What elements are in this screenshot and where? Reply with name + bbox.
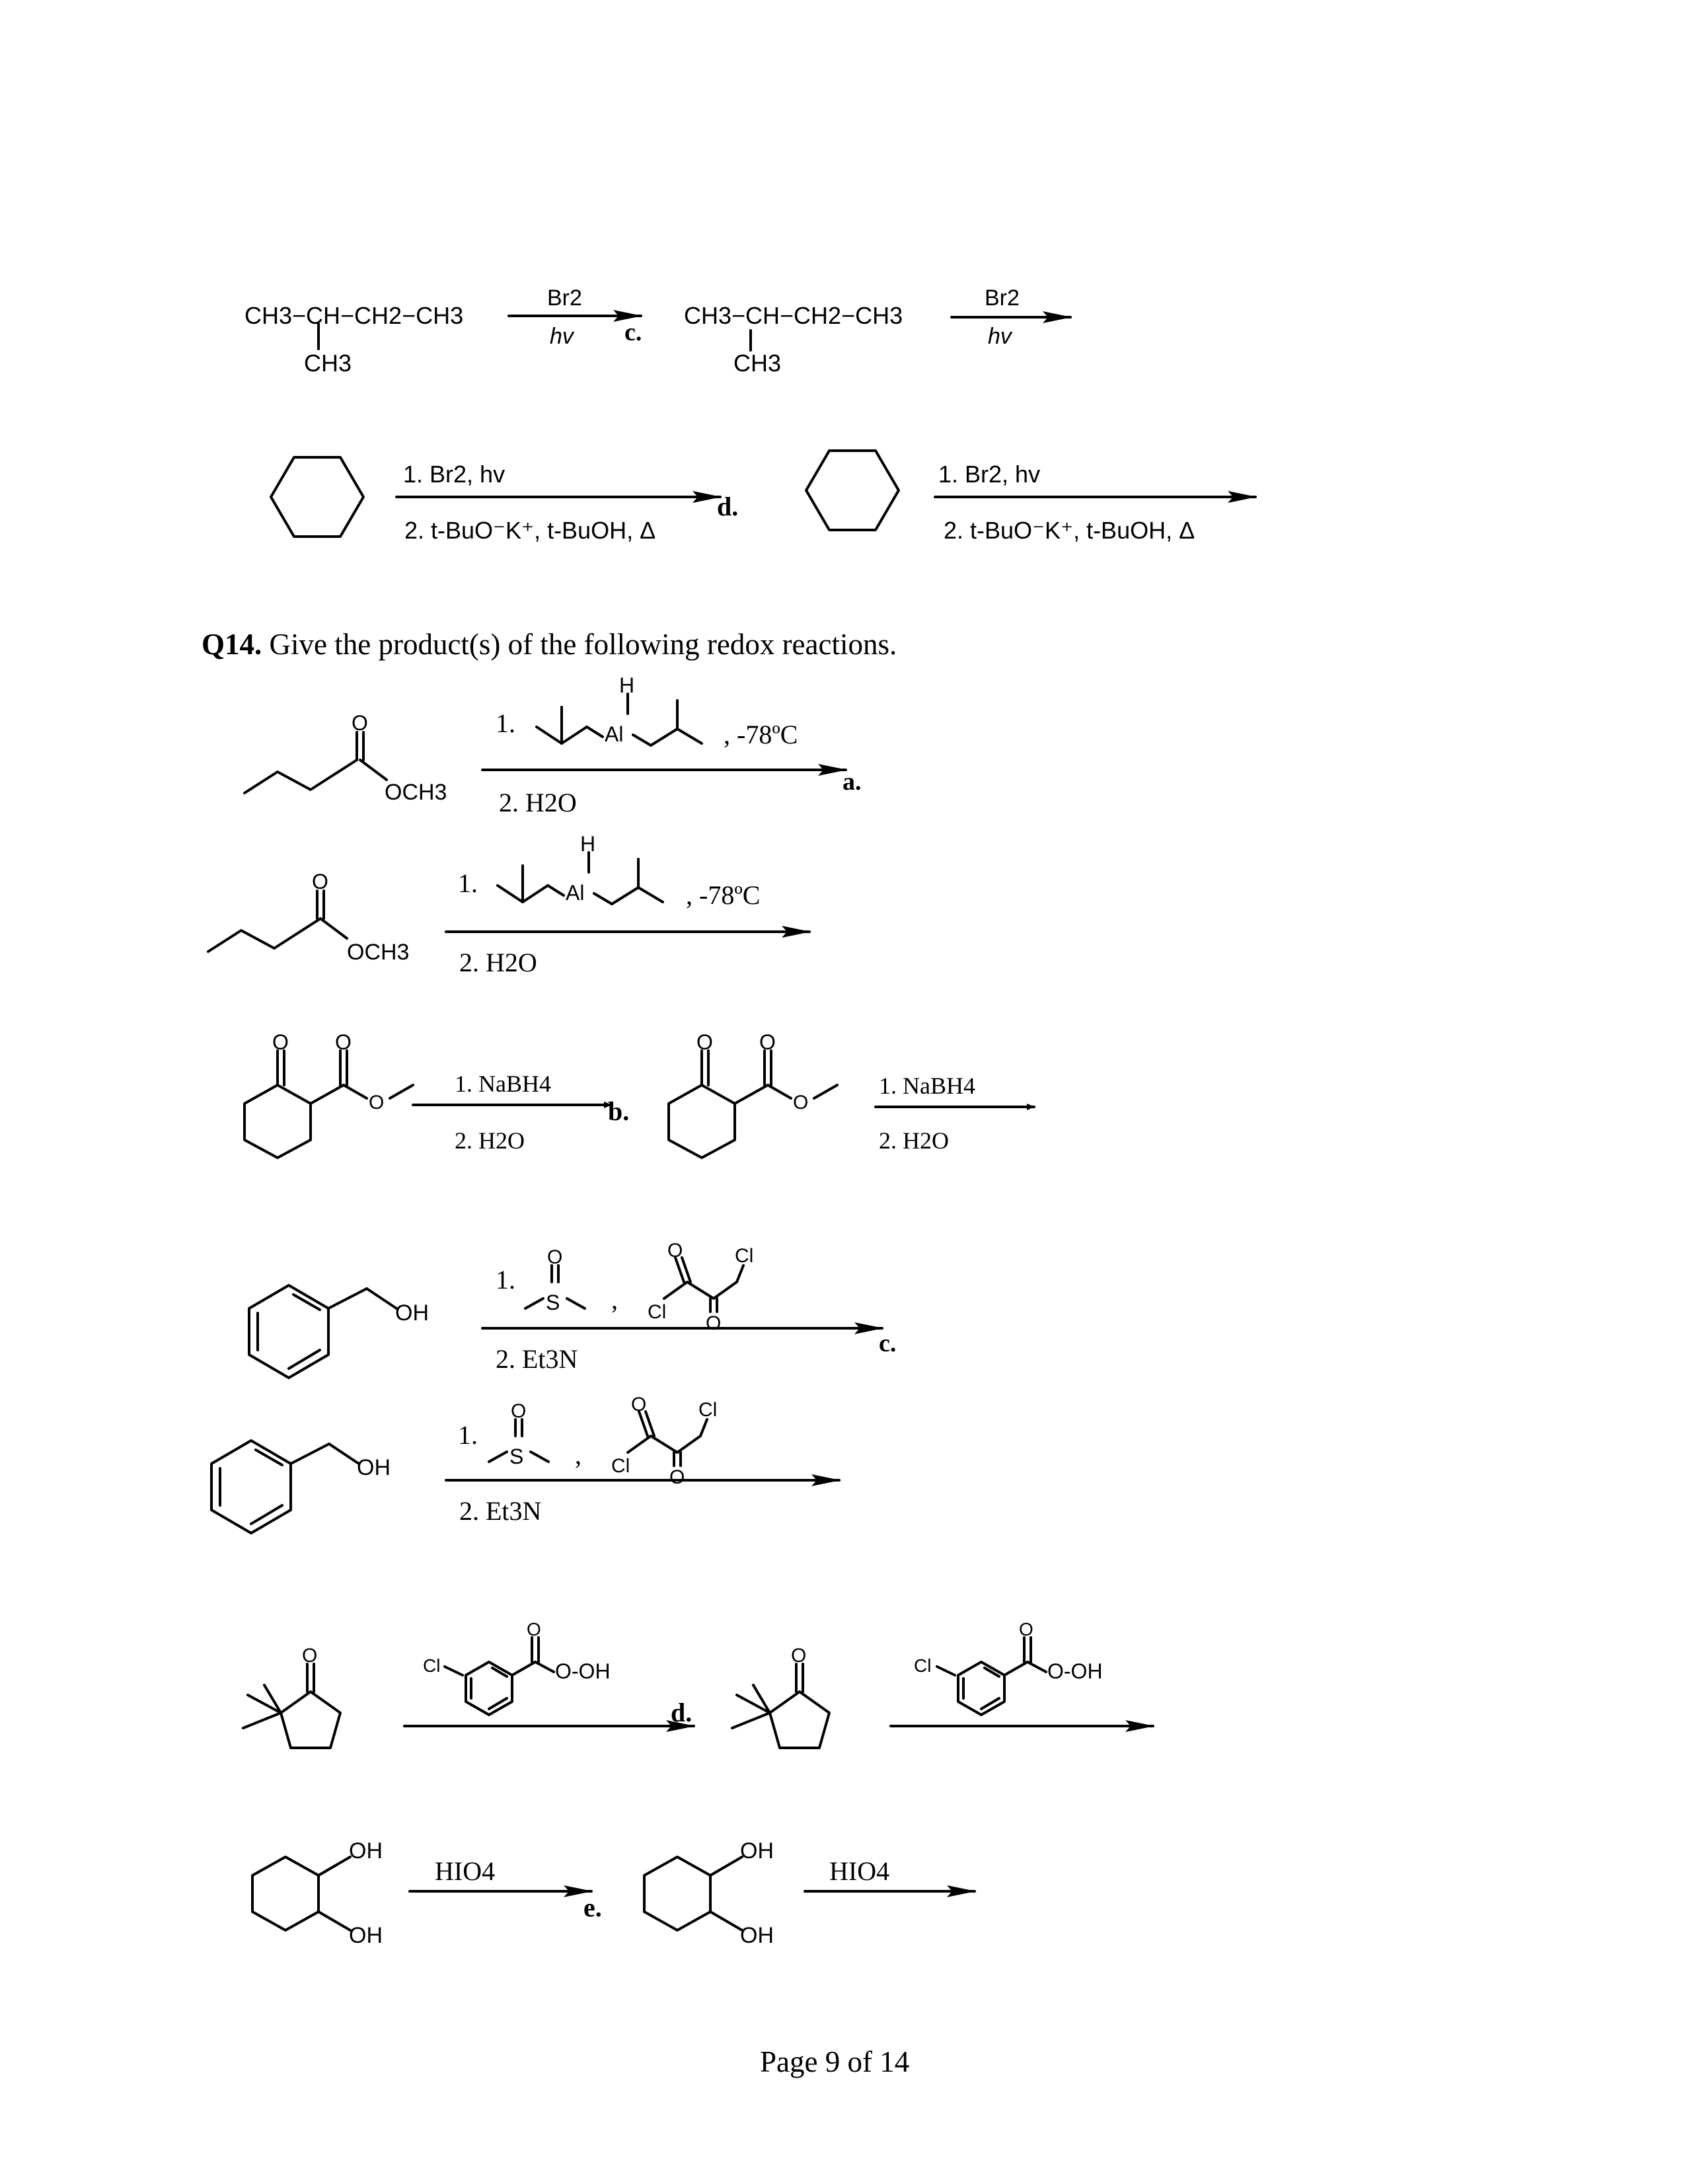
peroxy-label: O-OH [555,1659,611,1683]
chlorine-atom: Cl [914,1655,932,1676]
step1-text: 1. NaBH4 [455,1071,551,1097]
reagent-light: hv [550,324,574,349]
label-c: c. [624,319,642,346]
chlorine-atom: Cl [698,1399,718,1421]
diol-structure [644,1857,742,1930]
label-c: c. [879,1330,897,1357]
cyclohexane-ring [271,457,363,537]
peroxy-label: O-OH [1047,1659,1103,1683]
alkane-formula: CH3−CH−CH2−CH3 [684,302,903,329]
ester-carbonyl-oxygen: O [759,1030,776,1054]
ketone-oxygen: O [791,1645,807,1667]
ketone-oxygen: O [696,1030,713,1054]
diol-structure [252,1857,350,1930]
hydride-atom: H [619,673,635,697]
ester-structure [244,732,387,793]
carbonyl-oxygen: O [667,1240,683,1261]
reagent-periodic-acid: HIO4 [435,1856,496,1886]
reagent-comma: , [611,1285,618,1314]
methyl-branch: CH3 [733,350,782,377]
sulfoxide-oxygen: O [547,1246,563,1268]
question-text: Give the product(s) of the following redox reactions. [262,628,897,661]
sulfoxide-oxygen: O [511,1400,527,1422]
step2-text: 2. H2O [455,1127,525,1154]
step1-text: 1. Br2, hv [403,461,506,488]
ketone-oxygen: O [272,1030,289,1054]
carbonyl-oxygen: O [1019,1619,1033,1639]
temperature: , -78ºC [724,720,798,749]
hydroxyl-label: OH [349,1838,383,1864]
ester-carbonyl-oxygen: O [335,1030,352,1054]
step1-text: 1. NaBH4 [879,1073,975,1099]
reagent-periodic-acid: HIO4 [829,1856,890,1886]
step2-text: 2. Et3N [496,1344,578,1374]
chlorine-atom: Cl [735,1245,754,1267]
reagent-comma: , [575,1440,581,1470]
label-d: d. [717,492,739,521]
benzyl-alcohol-structure [211,1441,359,1533]
carbonyl-oxygen: O [312,870,328,893]
step-number: 1. [496,708,515,738]
sulfur-atom: S [546,1291,560,1314]
hydroxyl-label: OH [740,1923,774,1948]
step2-text: 2. t-BuO⁻K⁺, t-BuOH, Δ [944,517,1195,544]
hydroxyl-label: OH [395,1300,429,1326]
carbonyl-oxygen: O [352,711,368,735]
hydroxyl-label: OH [740,1838,774,1864]
reagent-bromine: Br2 [547,285,582,311]
benzyl-alcohol-structure [249,1285,396,1378]
ester-oxygen: O [369,1092,385,1113]
keto-ester-structure [669,1051,837,1158]
sulfur-atom: S [509,1445,524,1468]
ester-oxygen: O [793,1092,809,1113]
page-footer: Page 9 of 14 [760,2045,910,2078]
carbonyl-oxygen: O [706,1312,722,1334]
carbonyl-oxygen: O [669,1466,685,1488]
hydride-atom: H [580,832,596,856]
alkane-formula: CH3−CH−CH2−CH3 [244,302,464,329]
reagent-light: hv [988,324,1012,349]
ester-structure [208,891,347,952]
cyclohexane-ring [806,451,899,530]
step2-text: 2. Et3N [459,1496,542,1526]
step-number: 1. [496,1265,515,1295]
methoxy-label: OCH3 [347,940,410,965]
chlorine-atom: Cl [648,1301,667,1323]
aluminum-atom: Al [566,881,585,905]
ketone-oxygen: O [302,1645,318,1667]
label-e: e. [583,1893,602,1922]
step2-text: 2. H2O [459,948,537,977]
label-a: a. [842,768,862,796]
ketone-structure [243,1664,340,1748]
methoxy-label: OCH3 [385,780,447,805]
methyl-branch: CH3 [304,350,352,377]
chlorine-atom: Cl [611,1455,630,1477]
aluminum-atom: Al [605,722,624,746]
mcpba-structure [445,1638,554,1715]
hydroxyl-label: OH [357,1455,391,1480]
step1-text: 1. Br2, hv [938,461,1041,488]
keto-ester-structure [244,1051,413,1158]
step-number: 1. [458,1420,478,1450]
step2-text: 2. H2O [499,788,577,817]
oxalyl-chloride-structure [664,1258,743,1312]
step2-text: 2. H2O [879,1127,949,1154]
label-b: b. [608,1096,630,1126]
hydroxyl-label: OH [349,1923,383,1948]
mcpba-structure [937,1638,1046,1715]
label-d: d. [671,1698,693,1727]
chlorine-atom: Cl [423,1655,441,1676]
question-heading [202,628,897,661]
temperature: , -78ºC [686,880,761,910]
step-number: 1. [458,868,478,898]
carbonyl-oxygen: O [527,1619,541,1639]
carbonyl-oxygen: O [631,1394,647,1415]
step2-text: 2. t-BuO⁻K⁺, t-BuOH, Δ [404,517,656,544]
question-number: Q14. [202,628,262,661]
ketone-structure [732,1664,829,1748]
oxalyl-chloride-structure [628,1412,707,1466]
reagent-bromine: Br2 [985,285,1020,311]
